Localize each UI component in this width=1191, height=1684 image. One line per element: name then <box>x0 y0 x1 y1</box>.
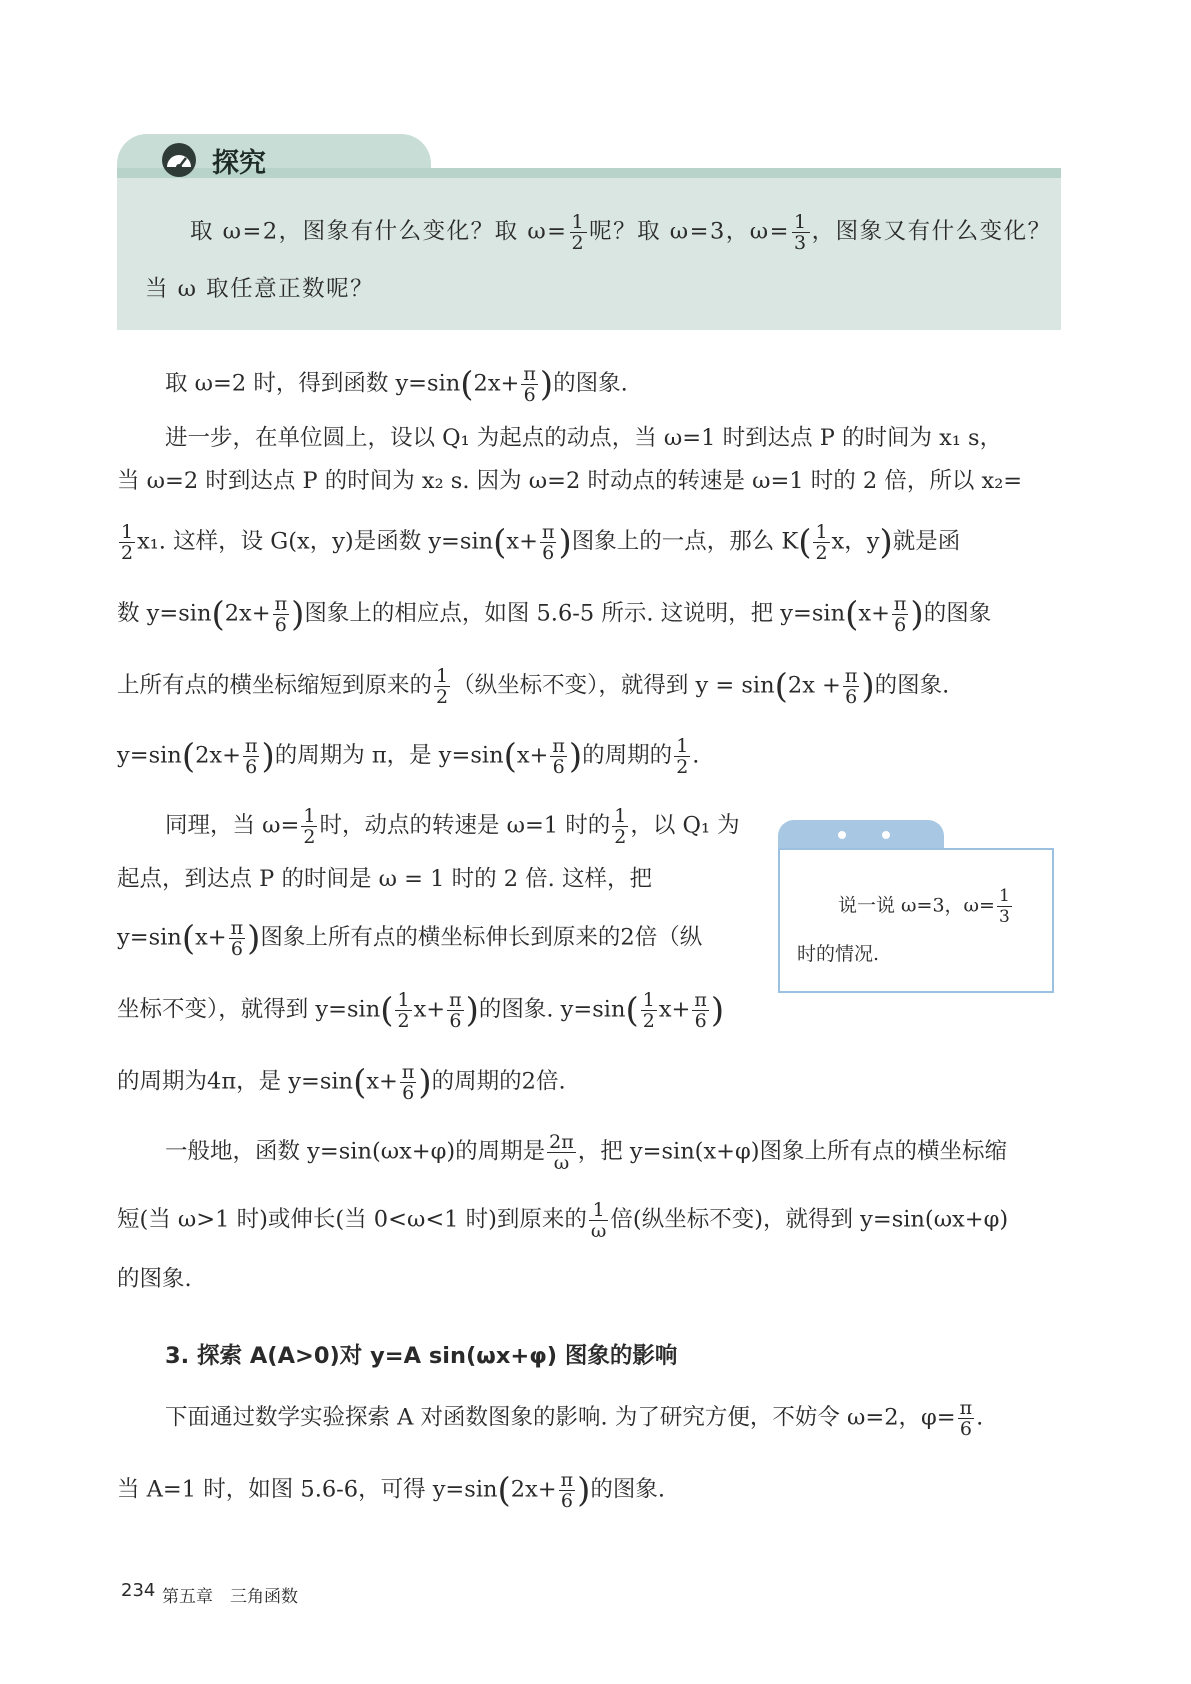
explore-line-1: 取 ω=2，图象有什么变化？取 ω= $\frac{1}{2}$ 呢？取 ω=3，ω= $\frac{1}{3}$ ，图象又有什么变化？ <box>190 211 1052 254</box>
paragraph-4-line-3: 的图象. <box>117 1266 192 1292</box>
explore-line-2: 当 ω 取任意正数呢？ <box>145 276 375 302</box>
paragraph-2-line-3: $\frac{1}{2}$ x₁. 这样，设 G(x，y)是函数 y=sin(x+ $\frac{\pi}{6}$ )图象上的一点，那么 K( $\frac{1}{2}$ x，y)就是函 <box>121 521 961 564</box>
section-heading: 3. 探索 A(A>0)对 y=A sin(ωx+φ) 图象的影响 <box>165 1343 678 1369</box>
page-number: 234 <box>121 1580 156 1601</box>
explore-title: 探究 <box>212 148 266 179</box>
paragraph-2-line-1: 进一步，在单位圆上，设以 Q₁ 为起点的动点，当 ω=1 时到达点 P 的时间为 x₁ s， <box>165 425 1003 451</box>
paragraph-3-line-2: 起点，到达点 P 的时间是 ω = 1 时的 2 倍. 这样，把 <box>117 866 652 892</box>
paragraph-3-line-5: 的周期为4π，是 y=sin(x+ $\frac{\pi}{6}$ )的周期的2倍. <box>117 1061 566 1104</box>
paragraph-3-line-1: 同理，当 ω= $\frac{1}{2}$ 时，动点的转速是 ω=1 时的 $\frac{1}{2}$ ，以 Q₁ 为 <box>165 805 740 848</box>
paragraph-5-line-1: 下面通过数学实验探索 A 对函数图象的影响. 为了研究方便，不妨令 ω=2，φ= $\frac{\pi}{6}$ . <box>165 1397 984 1440</box>
note-dot <box>838 831 846 839</box>
side-note-line-1: 说一说 ω=3，ω= $\frac{1}{3}$ <box>838 886 1010 927</box>
paragraph-2-line-2: 当 ω=2 时到达点 P 的时间为 x₂ s. 因为 ω=2 时动点的转速是 ω=1 时的 2 倍，所以 x₂= <box>117 468 1023 494</box>
paragraph-2-line-6: y=sin(2x+ $\frac{\pi}{6}$ )的周期为 π，是 y=sin(x+ $\frac{\pi}{6}$ )的周期的 $\frac{1}{2}$ . <box>117 735 700 778</box>
note-dot <box>882 831 890 839</box>
paragraph-3-line-4: 坐标不变），就得到 y=sin( $\frac{1}{2}$ x+ $\frac{\pi}{6}$ )的图象. y=sin( $\frac{1}{2}$ x+ $\frac{\pi}{6}$ ) <box>117 989 725 1032</box>
paragraph-2-line-4: 数 y=sin(2x+ $\frac{\pi}{6}$ )图象上的相应点，如图 5.6-5 所示. 这说明，把 y=sin(x+ $\frac{\pi}{6}$ )的图象 <box>117 593 992 636</box>
paragraph-4-line-1: 一般地，函数 y=sin(ωx+φ)的周期是 $\frac{2\pi}{\omega}$ ，把 y=sin(x+φ)图象上所有点的横坐标缩 <box>165 1131 1008 1174</box>
paragraph-3-line-3: y=sin(x+ $\frac{\pi}{6}$ )图象上所有点的横坐标伸长到原来的2倍（纵 <box>117 917 703 960</box>
compass-icon <box>160 141 198 179</box>
paragraph-2-line-5: 上所有点的横坐标缩短到原来的 $\frac{1}{2}$ （纵坐标不变），就得到 y = sin(2x + $\frac{\pi}{6}$ )的图象. <box>117 665 950 708</box>
note-tab <box>778 820 944 850</box>
explore-box <box>117 178 1061 330</box>
paragraph-4-line-2: 短(当 ω>1 时)或伸长(当 0<ω<1 时)到原来的 $\frac{1}{\omega}$ 倍(纵坐标不变)，就得到 y=sin(ωx+φ) <box>117 1199 1009 1242</box>
paragraph-1: 取 ω=2 时，得到函数 y=sin(2x+ $\frac{\pi}{6}$ )的图象. <box>165 363 628 406</box>
paragraph-5-line-2: 当 A=1 时，如图 5.6-6，可得 y=sin(2x+ $\frac{\pi}{6}$ )的图象. <box>117 1469 666 1512</box>
side-note-line-2: 时的情况. <box>797 943 880 965</box>
chapter-label: 第五章 三角函数 <box>162 1587 298 1607</box>
